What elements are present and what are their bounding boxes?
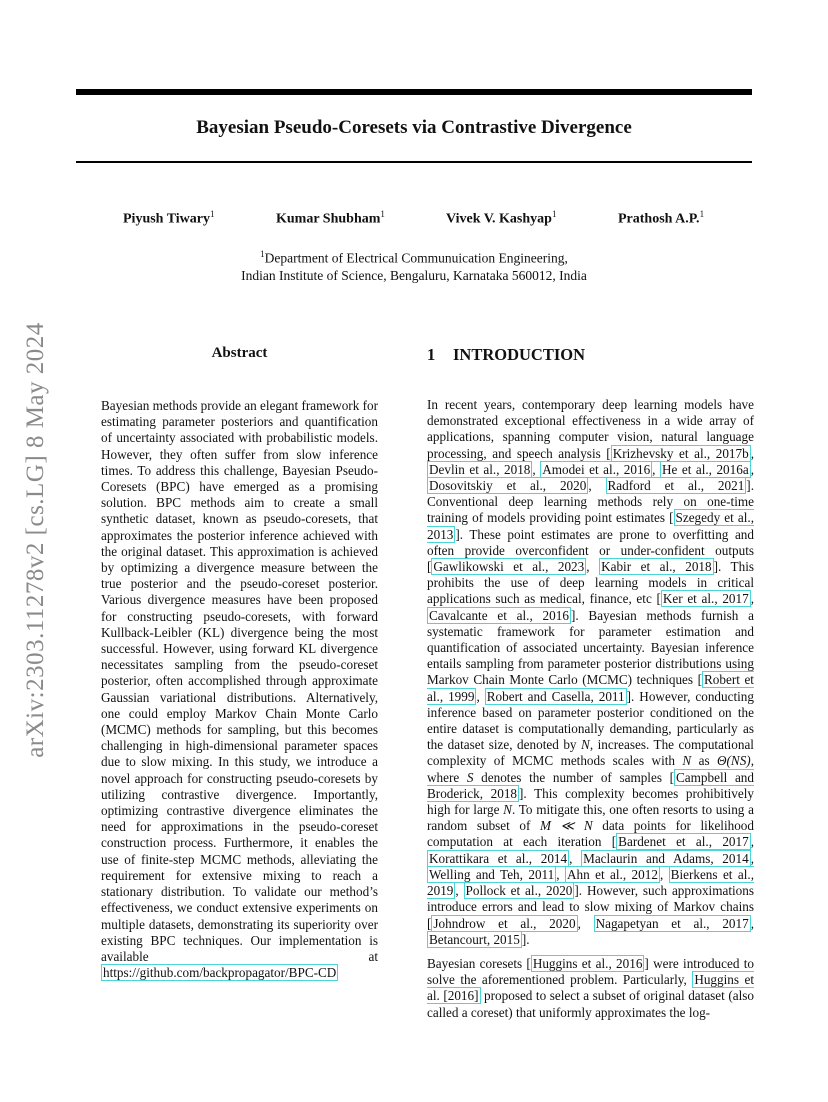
math-symbol: S: [466, 769, 474, 785]
author-list: [76, 209, 752, 231]
abstract-body: Bayesian methods provide an elegant framework for estimating parameter posteriors and quantification of uncertainty associated with probabilistic models. However, they often suffer from slow inference times. To address this challenge, Bayesian Pseudo-Coresets (BPC) have emerged as a promising solution. BPC methods aim to create a small synthetic dataset, known as pseudo-coresets, that approximates the posterior inference achieved with the original dataset. This approximation is achieved by optimizing a divergence measure between the true posterior and the pseudo-coreset posterior. Various divergence measures have been proposed for constructing pseudo-coresets, with forward Kullback-Leibler (KL) divergence being the most successful. However, using forward KL divergence necessitates sampling from the pseudo-coreset posterior, often accomplished through approximate Gaussian variational distributions. Alternatively, one could employ Markov Chain Monte Carlo (MCMC) methods for sampling, but this becomes challenging in high-dimensional parameter spaces due to slow mixing. In this study, we introduce a novel approach for constructing pseudo-coresets by utilizing contrastive divergence. Importantly, optimizing contrastive divergence eliminates the need for approximations in the pseudo-coreset construction process. Furthermore, it enables the use of finite-step MCMC methods, alleviating the requirement for extensive mixing to reach a stationary distribution. To validate our method’s effectiveness, we conduct extensive experiments on multiple datasets, demonstrating its superiority over existing BPC techniques. Our implementation is available at https://github.com/backpropagator/BPC-CD: [101, 398, 378, 981]
author-2: Kumar Shubham$^1$: [276, 209, 385, 227]
author-3: Vivek V. Kashyap$^1$: [446, 209, 557, 227]
citation[interactable]: Bierkens et al., 2019: [427, 866, 754, 899]
citation[interactable]: Devlin et al., 2018: [429, 461, 531, 477]
citation[interactable]: Betancourt, 2015: [429, 931, 520, 947]
author-4: Prathosh A.P.$^1$: [618, 209, 705, 227]
title-rule: [76, 161, 752, 163]
citation[interactable]: Cavalcante et al., 2016: [429, 607, 569, 623]
affiliation: [76, 246, 752, 284]
citation[interactable]: Radford et al., 2021: [607, 478, 745, 494]
citation[interactable]: Dosovitskiy et al., 2020: [429, 478, 587, 494]
citation[interactable]: Krizhevsky et al., 2017b: [612, 445, 749, 461]
citation[interactable]: Szegedy et al., 2013: [427, 510, 755, 542]
citation[interactable]: Pollock et al., 2020: [465, 883, 573, 899]
citation[interactable]: Gawlikowski et al., 2023: [433, 559, 585, 575]
citation[interactable]: Huggins et al., 2016: [532, 955, 643, 971]
math-symbol: N: [581, 737, 590, 753]
math-symbol: N: [682, 753, 692, 769]
citation[interactable]: Bardenet et al., 2017: [618, 834, 749, 850]
citation[interactable]: Amodei et al., 2016: [542, 461, 651, 477]
top-rule: [76, 89, 752, 95]
introduction-paragraph-1: In recent years, contemporary deep learning models have demonstrated exceptional effectiveness in a wide array of applications, spanning computer vision, natural language processing, and speech analysis [ Krizhevsky et al., 2017b , Devlin et al., 2018 , Amodei et al., 2016 , He et al., 2016a , Dosovitskiy et al., 2020 , Radford et al., 2021 ]. Conventional deep learning methods rely on one-time training of models providing point estimates [ Szegedy et al., 2013 ]. These point estimates are prone to overfitting and often provide overconfident or under-confident outputs [ Gawlikowski et al., 2023 , Kabir et al., 2018 ]. This prohibits the use of deep learning models in critical applications such as medical, finance, etc [ Ker et al., 2017 , Cavalcante et al., 2016 ]. Bayesian methods furnish a systematic framework for parameter estimation and quantification of associated uncertainty. Bayesian inference entails sampling from parameter posterior distributions using Markov Chain Monte Carlo (MCMC) techniques [ Robert et al., 1999 , Robert and Casella, 2011 ]. However, conducting inference based on parameter posterior conditioned on the entire dataset is computationally demanding, particularly as the dataset size, denoted by N, increases. The computational complexity of MCMC methods scales with N as Θ(NS), where S denotes the number of samples [ Campbell and Broderick, 2018 ]. This complexity becomes prohibitively high for large N. To mitigate this, one often resorts to using a random subset of M ≪ N data points for likelihood computation at each iteration [ Bardenet et al., 2017 , Korattikara et al., 2014 , Maclaurin and Adams, 2014 , Welling and Teh, 2011 , Ahn et al., 2012 , Bierkens et al., 2019 , Pollock et al., 2020 ]. However, such approximations introduce errors and lead to slow mixing of Markov chains [ Johndrow et al., 2020 , Nagapetyan et al., 2017 , Betancourt, 2015 ].: [427, 397, 755, 947]
citation[interactable]: Korattikara et al., 2014: [429, 850, 568, 866]
citation[interactable]: Ahn et al., 2012: [566, 866, 658, 882]
introduction-heading: 1 INTRODUCTION: [427, 345, 586, 364]
affiliation-line-1: $^1$Department of Electrical Communuication Engineering,: [260, 249, 568, 266]
paper-title: Bayesian Pseudo-Coresets via Contrastive Divergence: [196, 117, 632, 138]
abstract-column: [101, 345, 378, 981]
citation[interactable]: Robert and Casella, 2011: [486, 688, 625, 704]
citation[interactable]: Nagapetyan et al., 2017: [595, 915, 749, 931]
citation[interactable]: Kabir et al., 2018: [601, 559, 712, 575]
code-link[interactable]: https://github.com/backpropagator/BPC-CD: [103, 965, 337, 981]
citation[interactable]: Campbell and Broderick, 2018: [427, 769, 754, 801]
citation[interactable]: Welling and Teh, 2011: [429, 866, 555, 882]
citation[interactable]: Ker et al., 2017: [662, 591, 749, 607]
affiliation-line-2: Indian Institute of Science, Bengaluru, Karnataka 560012, India: [241, 267, 587, 283]
abstract-heading: Abstract: [211, 345, 268, 361]
citation[interactable]: Robert et al., 1999: [427, 672, 754, 704]
introduction-column: [427, 345, 754, 1021]
introduction-paragraph-2: Bayesian coresets [ Huggins et al., 2016 ] were introduced to solve the aforementioned problem. Particularly, Huggins et al. [2016] proposed to select a subset of original dataset (also called a coreset) that uniformly approximates the log-: [427, 955, 755, 1020]
math-expression: M ≪ N: [539, 818, 593, 834]
citation[interactable]: He et al., 2016a: [661, 461, 749, 477]
arxiv-identifier: arXiv:2303.11278v2 [cs.LG] 8 May 2024: [22, 322, 49, 758]
math-expression: Θ(NS): [717, 753, 751, 769]
citation[interactable]: Huggins et al. [2016]: [427, 972, 755, 1004]
citation[interactable]: Maclaurin and Adams, 2014: [583, 850, 749, 866]
citation[interactable]: Johndrow et al., 2020: [433, 915, 576, 931]
author-1: Piyush Tiwary$^1$: [123, 209, 215, 227]
math-symbol: N: [503, 802, 512, 818]
